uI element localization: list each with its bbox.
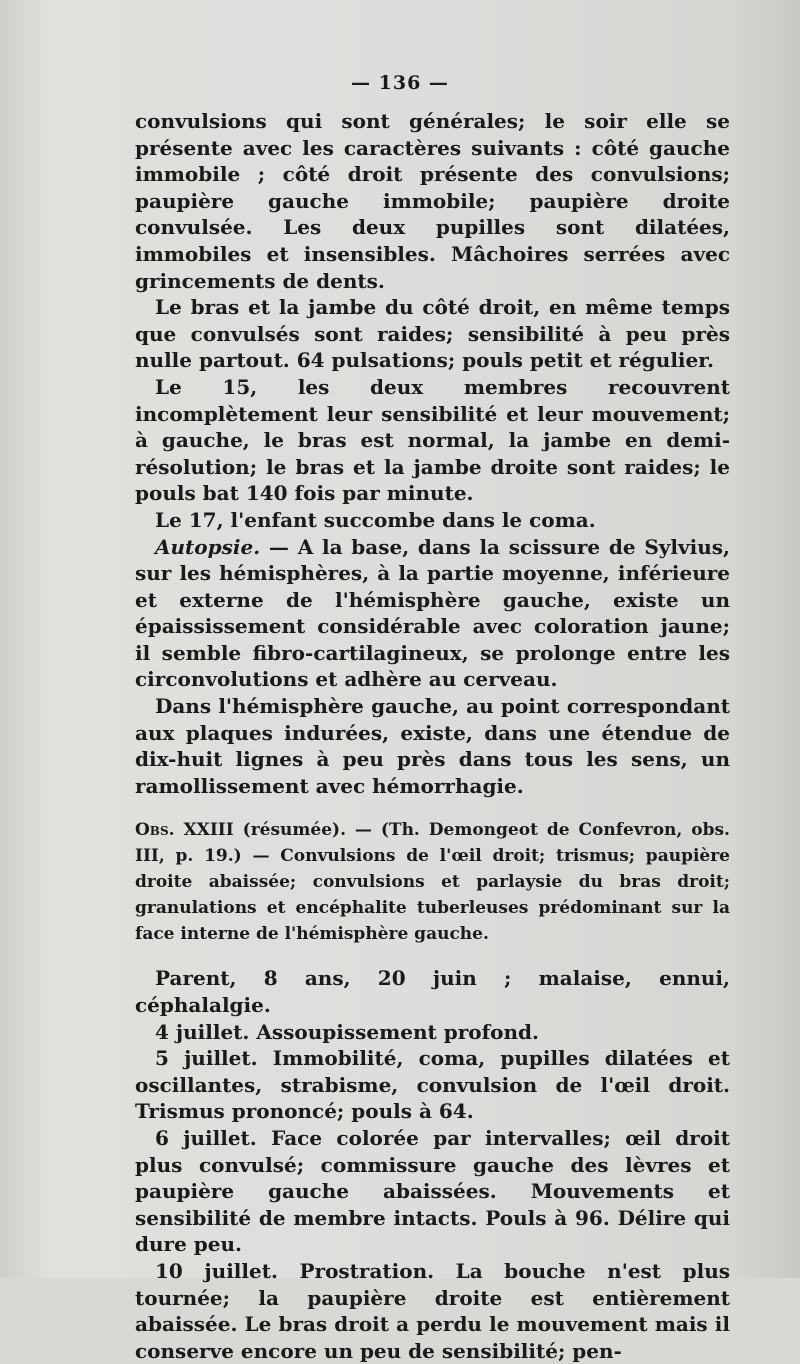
paragraph: Le bras et la jambe du côté droit, en même temps que convulsés sont raides; sensibilité à peu près nulle partout. 64 pulsations; pouls petit et régulier. <box>135 295 730 373</box>
paragraph: Le 17, l'enfant succombe dans le coma. <box>155 507 596 532</box>
case-paragraph: 6 juillet. Face colorée par intervalles; œil droit plus convulsé; commissure gauche des lèvres et paupière gauche abaissées. Mouvements et sensibilité de membre intacts. Pouls à 96. Délire qui dure peu. <box>135 1126 730 1257</box>
observation-summary <box>135 817 730 947</box>
autopsy-paragraph <box>135 534 730 694</box>
case-paragraph: 4 juillet. Assoupissement profond. <box>155 1019 540 1044</box>
observation-text: (résumée). — (Th. Demongeot de Confevron, obs. III, p. 19.) — Convulsions de l'œil droit; trismus; paupière droite abaissée; convulsions et parlaysie du bras droit; granulations et encéphalite tuberleuses prédominant sur la face interne de l'hémisphère gauche. <box>135 820 730 945</box>
case-paragraph: 10 juillet. Prostration. La bouche n'est plus tournée; la paupière droite est entièrement abaissée. Le bras droit a perdu le mouvement mais il conserve encore un peu de sensibilité; pen- <box>135 1258 730 1363</box>
page-body <box>135 108 730 1364</box>
paragraph: Le 15, les deux membres recouvrent incomplètement leur sensibilité et leur mouvement; à gauche, le bras est normal, la jambe en demi-résolution; le bras et la jambe droite sont raides; le pouls bat 140 fois par minute. <box>135 374 730 506</box>
observation-heading: Obs. XXIII <box>135 820 234 841</box>
page-number: — 136 — <box>351 72 449 94</box>
paragraph: Dans l'hémisphère gauche, au point correspondant aux plaques indurées, existe, dans une étendue de dix-huit lignes à peu près dans tous les sens, un ramollissement avec hémorrhagie. <box>135 694 730 798</box>
autopsy-text: — A la base, dans la scissure de Sylvius, sur les hémisphères, à la partie moyenne, inférieure et externe de l'hémisphère gauche, existe un épaississement considérable avec coloration jaune; il semble fibro-cartilagineux, se prolonge entre les circonvolutions et adhère au cerveau. <box>135 534 730 692</box>
autopsy-label: Autopsie. <box>155 534 261 559</box>
paragraph: convulsions qui sont générales; le soir elle se présente avec les caractères suivants : côté gauche immobile ; côté droit présente des convulsions; paupière gauche immobile; paupière droite convulsée. Les deux pupilles sont dilatées, immobiles et insensibles. Mâchoires serrées avec grincements de dents. <box>135 109 730 293</box>
case-paragraph: Parent, 8 ans, 20 juin ; malaise, ennui, céphalalgie. <box>135 966 730 1018</box>
case-paragraph: 5 juillet. Immobilité, coma, pupilles dilatées et oscillantes, strabisme, convulsion de l'œil droit. Trismus prononcé; pouls à 64. <box>135 1046 730 1124</box>
